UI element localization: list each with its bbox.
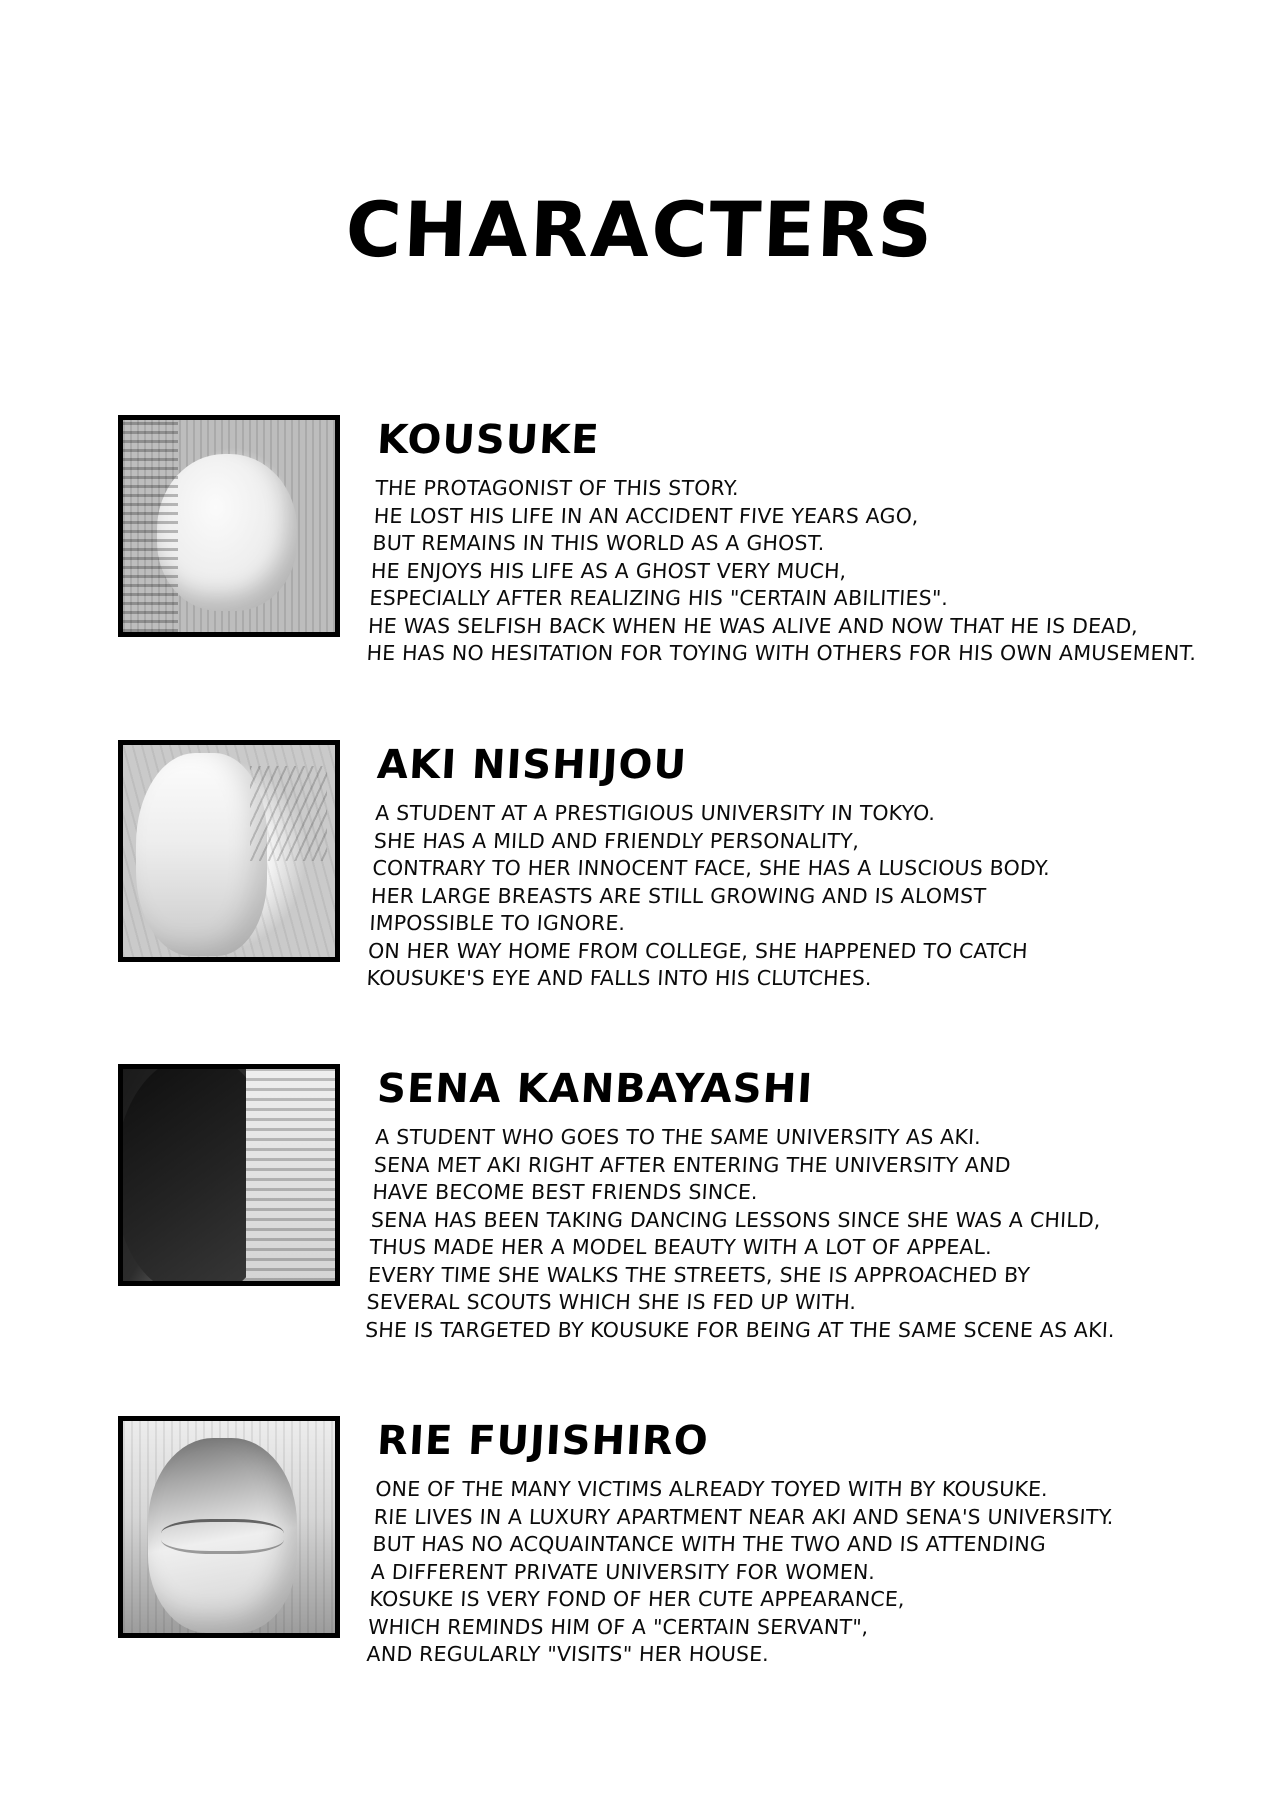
description-line: A STUDENT AT A PRESTIGIOUS UNIVERSITY IN TOKYO. (374, 800, 937, 825)
aki-nishijou-portrait (118, 740, 340, 962)
description-line: SHE IS TARGETED BY KOUSUKE FOR BEING AT THE SAME SCENE AS AKI. (364, 1317, 1116, 1342)
character-description (366, 800, 1054, 993)
description-line: HE HAS NO HESITATION FOR TOYING WITH OTHERS FOR HIS OWN AMUSEMENT. (366, 641, 1197, 665)
description-line: A DIFFERENT PRIVATE UNIVERSITY FOR WOMEN. (370, 1559, 876, 1584)
description-line: WHICH REMINDS HIM OF A "CERTAIN SERVANT", (367, 1614, 870, 1639)
description-line: HE WAS SELFISH BACK WHEN HE WAS ALIVE AND NOW THAT HE IS DEAD, (367, 613, 1139, 638)
rie-fujishiro-portrait (118, 1416, 340, 1638)
description-line: IMPOSSIBLE TO IGNORE. (368, 910, 626, 935)
character-entry-rie-fujishiro (0, 1416, 1280, 1669)
character-name: SENA KANBAYASHI (376, 1066, 815, 1112)
kousuke-portrait (118, 415, 340, 637)
description-line: HAVE BECOME BEST FRIENDS SINCE. (371, 1180, 759, 1204)
character-name: AKI NISHIJOU (376, 741, 689, 788)
description-line: HE ENJOYS HIS LIFE AS A GHOST VERY MUCH, (370, 558, 848, 583)
description-line: ESPECIALLY AFTER REALIZING HIS "CERTAIN ABILITIES". (368, 586, 949, 610)
description-line: BUT HAS NO ACQUAINTANCE WITH THE TWO AND IS ATTENDING (371, 1532, 1047, 1556)
character-text (340, 415, 1206, 668)
character-name: RIE FUJISHIRO (376, 1418, 710, 1464)
character-text (340, 740, 1054, 993)
description-line: SHE HAS A MILD AND FRIENDLY PERSONALITY, (373, 828, 861, 852)
portrait-artwork (123, 1421, 335, 1633)
description-line: SENA MET AKI RIGHT AFTER ENTERING THE UNIVERSITY AND (373, 1152, 1012, 1177)
description-line: BUT REMAINS IN THIS WORLD AS A GHOST. (371, 531, 826, 555)
page-title: CHARACTERS (344, 185, 936, 274)
character-description (364, 1124, 1125, 1344)
description-line: SENA HAS BEEN TAKING DANCING LESSONS SINCE SHE WAS A CHILD, (370, 1207, 1102, 1232)
description-line: RIE LIVES IN A LUXURY APARTMENT NEAR AKI AND SENA'S UNIVERSITY. (373, 1504, 1115, 1529)
description-line: A STUDENT WHO GOES TO THE SAME UNIVERSITY AS AKI. (374, 1125, 982, 1149)
description-line: THE PROTAGONIST OF THIS STORY. (374, 476, 740, 500)
description-line: HER LARGE BREASTS ARE STILL GROWING AND IS ALOMST (370, 883, 987, 907)
character-description (366, 1476, 1116, 1669)
portrait-artwork (123, 745, 335, 957)
character-description (366, 475, 1206, 668)
description-line: ONE OF THE MANY VICTIMS ALREADY TOYED WITH BY KOUSUKE. (374, 1477, 1049, 1501)
description-line: AND REGULARLY "VISITS" HER HOUSE. (366, 1642, 770, 1666)
character-text (340, 1064, 1126, 1344)
description-line: SEVERAL SCOUTS WHICH SHE IS FED UP WITH. (366, 1290, 857, 1314)
description-line: THUS MADE HER A MODEL BEAUTY WITH A LOT OF APPEAL. (368, 1235, 993, 1259)
description-line: ON HER WAY HOME FROM COLLEGE, SHE HAPPENED TO CATCH (367, 938, 1029, 962)
character-entry-aki-nishijou (0, 740, 1280, 993)
portrait-artwork (123, 1069, 335, 1281)
character-list (0, 415, 1280, 1741)
character-entry-kousuke (0, 415, 1280, 668)
description-line: KOSUKE IS VERY FOND OF HER CUTE APPEARANCE, (368, 1587, 906, 1611)
portrait-artwork (123, 420, 335, 632)
sena-kanbayashi-portrait (118, 1064, 340, 1286)
character-entry-sena-kanbayashi (0, 1064, 1280, 1344)
description-line: KOUSUKE'S EYE AND FALLS INTO HIS CLUTCHES. (366, 965, 873, 990)
description-line: EVERY TIME SHE WALKS THE STREETS, SHE IS APPROACHED BY (367, 1262, 1031, 1287)
character-text (340, 1416, 1116, 1669)
character-name: KOUSUKE (376, 417, 601, 463)
description-line: HE LOST HIS LIFE IN AN ACCIDENT FIVE YEARS AGO, (373, 503, 920, 528)
description-line: CONTRARY TO HER INNOCENT FACE, SHE HAS A LUSCIOUS BODY. (371, 855, 1051, 880)
